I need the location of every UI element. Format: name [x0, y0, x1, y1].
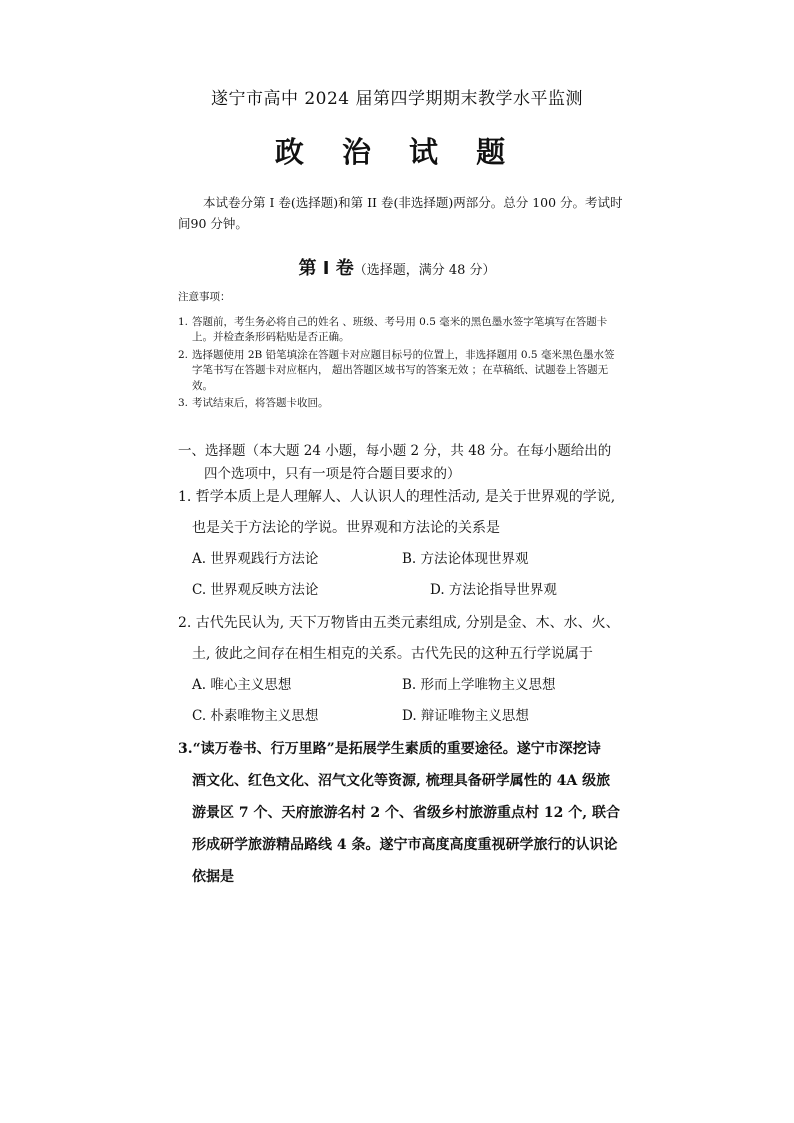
exam-title: 政 治 试 题	[274, 135, 520, 169]
option-d: D. 辩证唯物主义思想	[402, 708, 529, 724]
question-1	[178, 482, 624, 606]
question-2	[178, 608, 624, 732]
note-item	[178, 348, 624, 395]
exam-intro: 本试卷分第 I 卷(选择题)和第 II 卷(非选择题)两部分。总分 100 分。考试时间90 分钟。	[178, 195, 623, 231]
option-row	[178, 544, 624, 575]
exam-subtitle: 遂宁市高中 2024 届第四学期期末教学水平监测	[210, 89, 584, 109]
question-stem-line: 土, 彼此之间存在相生相克的关系。古代先民的这种五行学说属于	[192, 646, 593, 662]
option-row	[178, 701, 624, 732]
note-number: 2.	[178, 348, 189, 361]
question-3	[178, 733, 624, 893]
note-text: 选择题使用 2B 铅笔填涂在答题卡对应题目标号的位置上，非选择题用 0.5 毫米黑色墨水签字笔书写在答题卡对应框内， 超出答题区域书写的答案无效 ；在草稿纸、试题卷上答题无效。	[192, 348, 615, 392]
question-stem	[178, 482, 624, 544]
question-stem	[178, 733, 624, 893]
question-stem-line: 酒文化、红色文化、沼气文化等资源, 梳理具备研学属性的 4A 级旅	[192, 773, 611, 789]
notes-block	[178, 290, 624, 414]
option-d: D. 方法论指导世界观	[430, 582, 557, 598]
question-stem-line: 2. 古代先民认为, 天下万物皆由五类元素组成, 分别是金、木、水、火、	[178, 615, 620, 631]
question-stem-line: 1. 哲学本质上是人理解人、人认识人的理性活动, 是关于世界观的学说,	[178, 489, 616, 505]
option-c: C. 世界观反映方法论	[192, 582, 319, 598]
part-one-heading	[178, 440, 624, 486]
note-text: 考试结束后，将答题卡收回。	[192, 397, 329, 409]
option-row	[178, 575, 624, 606]
option-row	[178, 670, 624, 701]
option-a: A. 世界观践行方法论	[192, 551, 319, 567]
section-one-label: 第 Ⅰ 卷	[298, 258, 354, 279]
question-stem-line: 游景区 7 个、天府旅游名村 2 个、省级乡村旅游重点村 12 个, 联合	[192, 805, 620, 821]
note-text: 答题前，考生务必将自己的姓名 、班级、考号用 0.5 毫米的黑色墨水签字笔填写在答题卡上。并检查条形码粘贴是否正确。	[192, 315, 608, 343]
note-item	[178, 315, 624, 346]
question-stem-line: 依据是	[192, 869, 234, 885]
note-number: 3.	[178, 397, 189, 409]
question-stem-line: 3.“读万卷书、行万里路”是拓展学生素质的重要途径。遂宁市深挖诗	[178, 741, 601, 757]
section-one-detail: （选择题，满分 48 分）	[353, 263, 496, 278]
question-stem-line: 形成研学旅游精品路线 4 条。遂宁市高度高度重视研学旅行的认识论	[192, 837, 618, 853]
part-one-line-2: 四个选项中，只有一项是符合题目要求的）	[204, 466, 461, 482]
note-number: 1.	[178, 315, 189, 328]
section-one-heading	[0, 254, 794, 280]
note-item	[178, 396, 624, 412]
question-stem	[178, 608, 624, 670]
option-b: B. 形而上学唯物主义思想	[402, 677, 556, 693]
option-c: C. 朴素唯物主义思想	[192, 708, 319, 724]
option-b: B. 方法论体现世界观	[402, 551, 529, 567]
question-stem-line: 也是关于方法论的学说。世界观和方法论的关系是	[192, 520, 500, 536]
notes-heading: 注意事项：	[178, 291, 231, 303]
part-one-line-1: 一、选择题（本大题 24 小题，每小题 2 分，共 48 分。在每小题给出的	[178, 443, 612, 459]
option-a: A. 唯心主义思想	[192, 677, 292, 693]
